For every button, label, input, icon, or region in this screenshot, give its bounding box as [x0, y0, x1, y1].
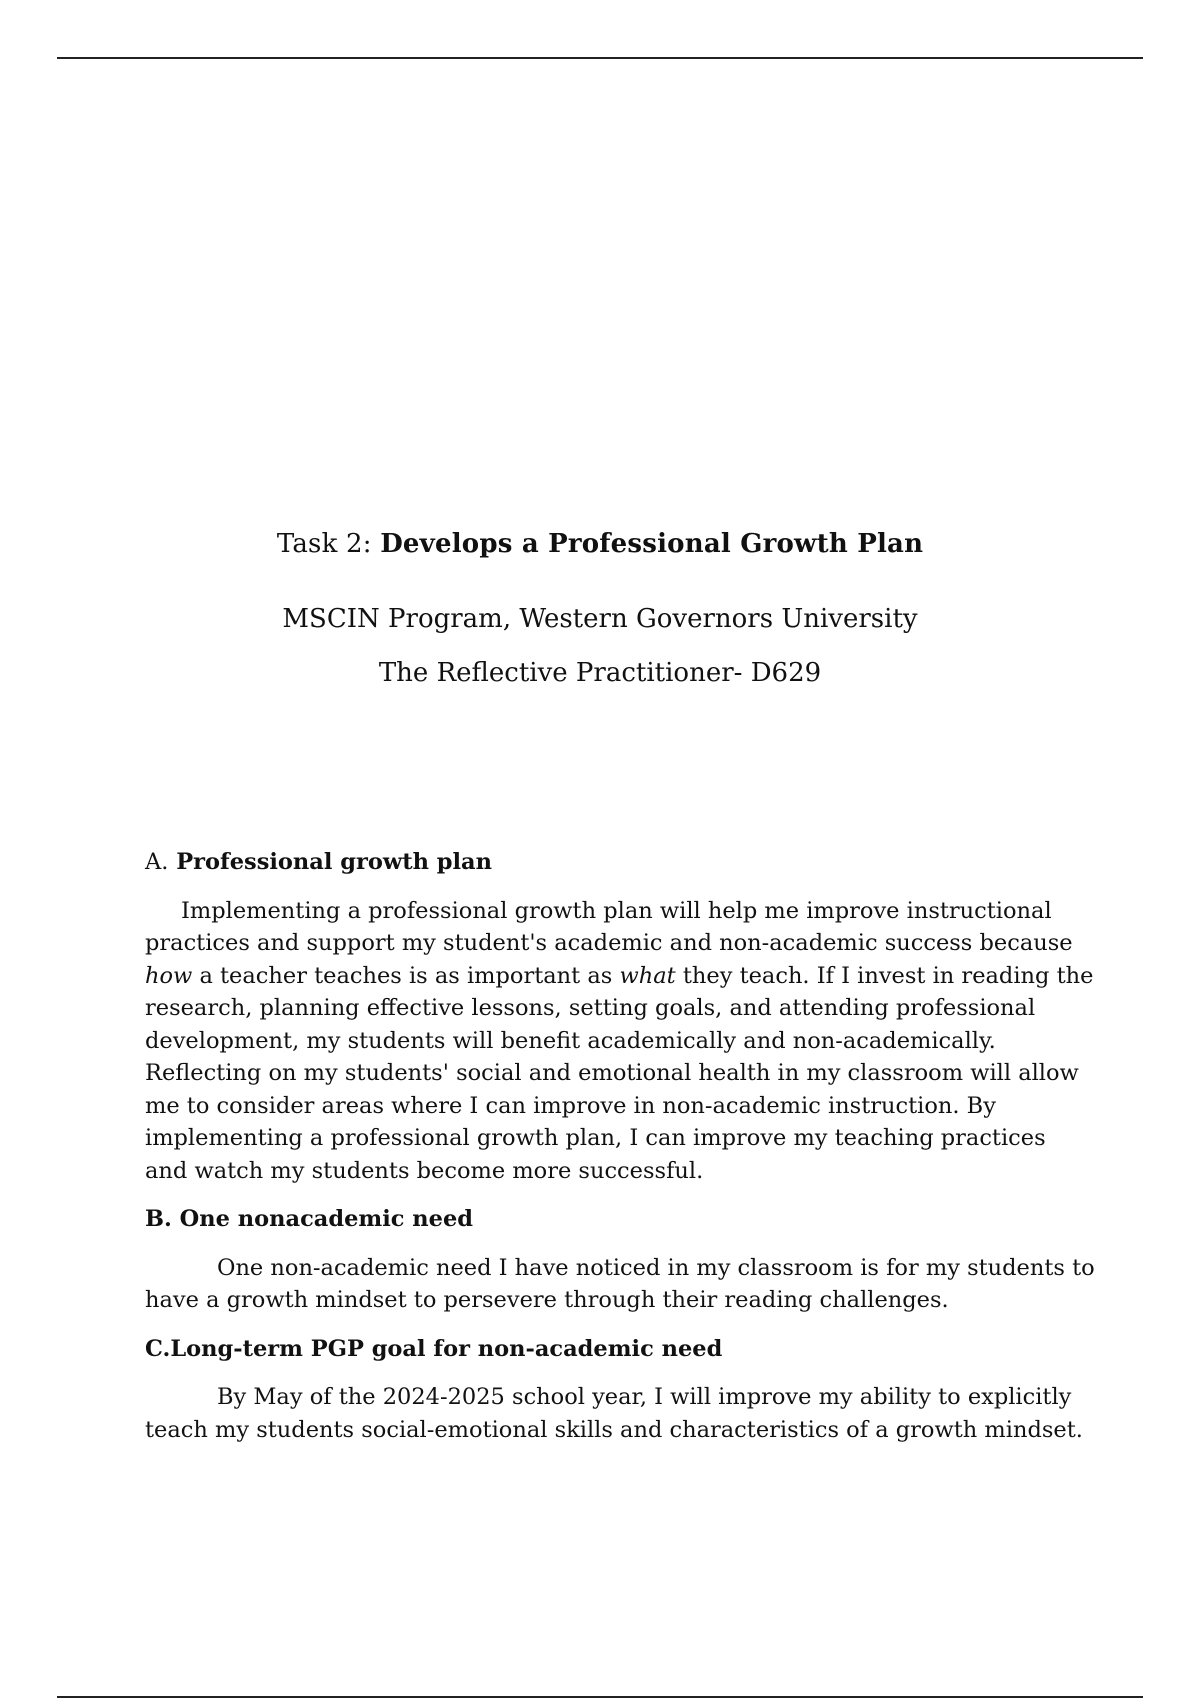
section-a-heading: [145, 846, 1095, 879]
section-c-heading: C.Long-term PGP goal for non-academic need: [145, 1335, 723, 1362]
section-b-paragraph: One non-academic need I have noticed in my classroom is for my students to have a growth mindset to persevere through their reading challenges.: [145, 1254, 1095, 1313]
section-a-text-2: a teacher teaches is as important as: [192, 962, 620, 989]
section-a-text-1: Implementing a professional growth plan will help me improve instructional practices and support my student's academic and non-academic success because: [145, 897, 1073, 956]
program-subtitle: MSCIN Program, Western Governors University: [282, 604, 918, 634]
page-title: [0, 526, 1200, 562]
title-main: Develops a Professional Growth Plan: [380, 529, 924, 559]
section-a-paragraph: [145, 895, 1095, 1188]
section-a-title: Professional growth plan: [176, 849, 492, 875]
section-a-text-3: they teach. If I invest in reading the research, planning effective lessons, setting goals, and attending professional development, my students will benefit academically and non-academically. Reflecting on my students' social and emotional health in my classroom will allow me to consider areas where I can improve in non-academic instruction. By implementing a professional growth plan, I can improve my teaching practices and watch my students become more successful.: [145, 962, 1094, 1184]
title-block: [0, 526, 1200, 562]
course-subtitle: The Reflective Practitioner- D629: [378, 658, 822, 688]
section-a-emphasis-how: how: [145, 962, 193, 989]
top-rule: [57, 57, 1143, 59]
section-a-letter: A.: [145, 849, 169, 875]
document-body: [145, 846, 1095, 1446]
section-c-paragraph: By May of the 2024-2025 school year, I will improve my ability to explicitly teach my students social-emotional skills and characteristics of a growth mindset.: [145, 1384, 1083, 1443]
section-b-heading: B. One nonacademic need: [145, 1206, 474, 1232]
title-prefix: Task 2:: [276, 529, 372, 559]
bottom-rule: [57, 1696, 1143, 1698]
section-a-emphasis-what: what: [619, 962, 676, 989]
